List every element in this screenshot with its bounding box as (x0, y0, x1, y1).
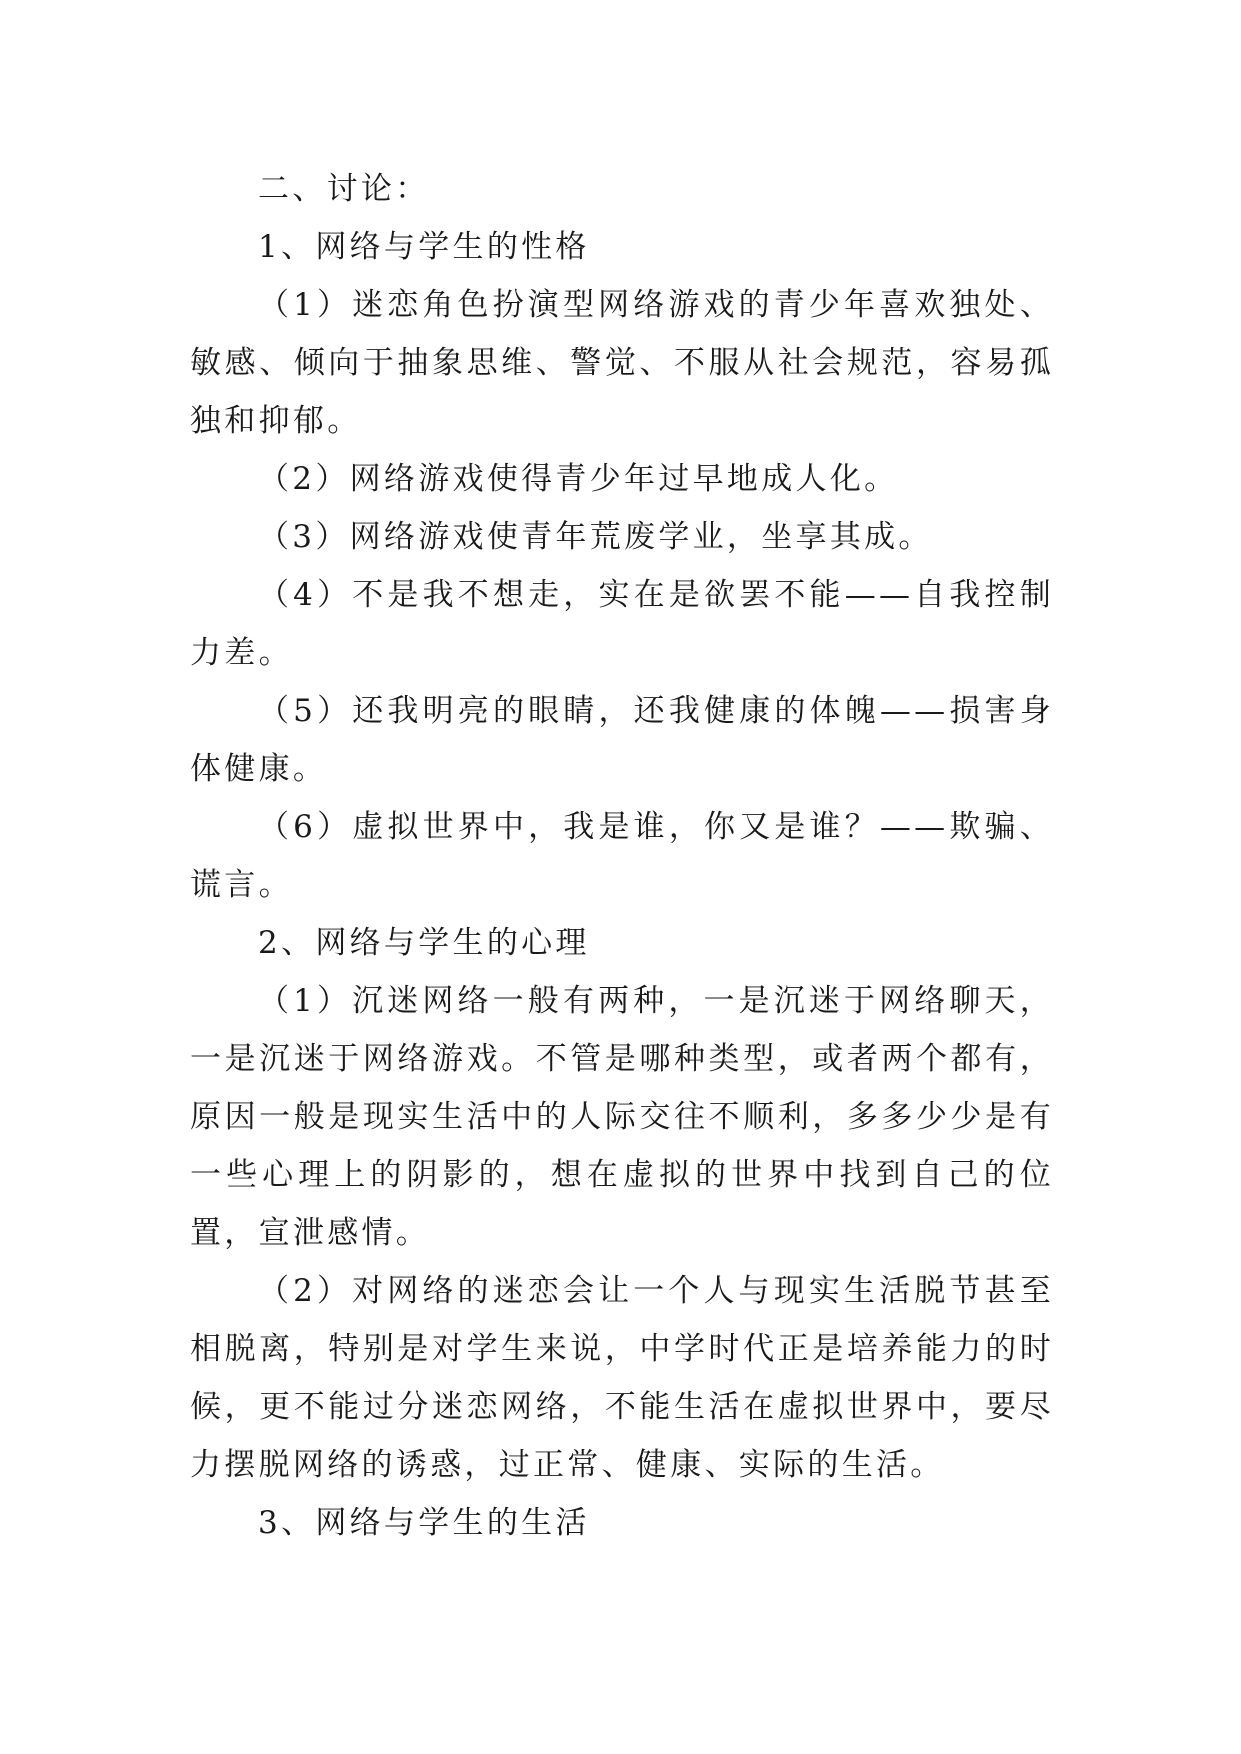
section-heading-discussion: 二、讨论： (258, 171, 430, 207)
paragraph: （1）沉迷网络一般有两种，一是沉迷于网络聊天，一是沉迷于网络游戏。不管是哪种类型，或者两个都有，原因一般是现实生活中的人际交往不顺利，多多少少是有一些心理上的阴影的，想在虚拟的世界中找到自己的位置，宣泄感情。 (190, 983, 1054, 1251)
subheading-psychology: 2、网络与学生的心理 (258, 925, 590, 961)
subheading-personality: 1、网络与学生的性格 (258, 229, 590, 265)
paragraph: （4）不是我不想走，实在是欲罢不能——自我控制力差。 (190, 577, 1054, 671)
paragraph: （6）虚拟世界中，我是谁，你又是谁？——欺骗、谎言。 (190, 809, 1054, 903)
paragraph: （3）网络游戏使青年荒废学业，坐享其成。 (258, 519, 933, 555)
subheading-life: 3、网络与学生的生活 (258, 1505, 590, 1541)
paragraph: （1）迷恋角色扮演型网络游戏的青少年喜欢独处、敏感、倾向于抽象思维、警觉、不服从社会规范，容易孤独和抑郁。 (190, 287, 1054, 439)
paragraph: （5）还我明亮的眼睛，还我健康的体魄——损害身体健康。 (190, 693, 1054, 787)
document-body (190, 160, 1054, 1552)
paragraph: （2）对网络的迷恋会让一个人与现实生活脱节甚至相脱离，特别是对学生来说，中学时代正是培养能力的时候，更不能过分迷恋网络，不能生活在虚拟世界中，要尽力摆脱网络的诱惑，过正常、健康、实际的生活。 (190, 1273, 1054, 1483)
paragraph: （2）网络游戏使得青少年过早地成人化。 (258, 461, 899, 497)
